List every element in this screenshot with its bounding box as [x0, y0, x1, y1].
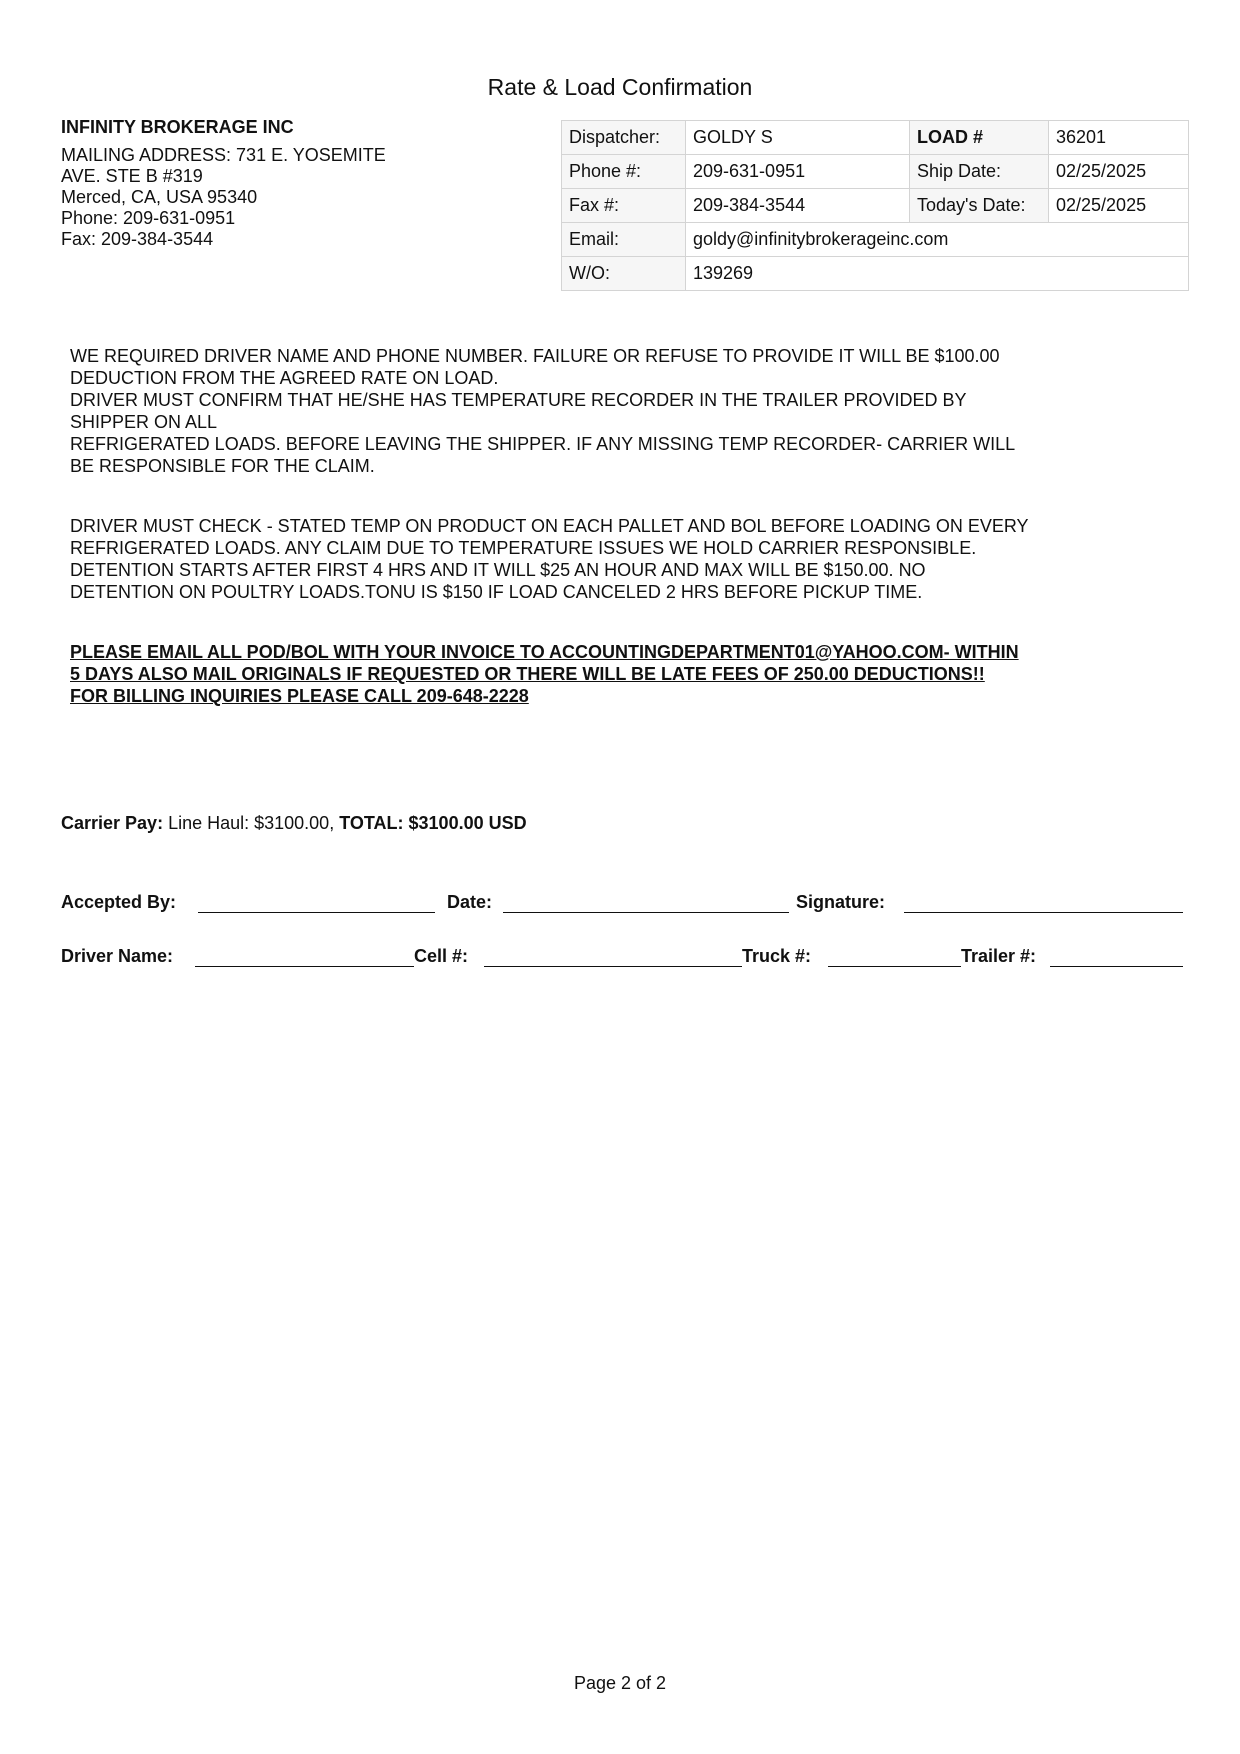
terms-line: SHIPPER ON ALL — [70, 412, 218, 432]
truck-label: Truck #: — [742, 946, 812, 966]
terms-line: DETENTION STARTS AFTER FIRST 4 HRS AND IT WILL $25 AN HOUR AND MAX WILL BE $150.00. NO — [70, 560, 926, 580]
company-address-line2: AVE. STE B #319 — [61, 166, 203, 186]
cell-label: Cell #: — [414, 946, 469, 966]
table-row — [562, 155, 1189, 189]
document-title: Rate & Load Confirmation — [487, 74, 753, 100]
fax-value: 209-384-3544 — [686, 189, 910, 223]
email-label: Email: — [562, 223, 686, 257]
company-city-line: Merced, CA, USA 95340 — [61, 187, 258, 207]
table-row — [562, 223, 1189, 257]
page-number: Page 2 of 2 — [573, 1673, 667, 1693]
fax-label: Fax #: — [562, 189, 686, 223]
billing-instructions — [70, 641, 1185, 707]
driver-name-line[interactable] — [195, 966, 414, 967]
total-amount: TOTAL: $3100.00 USD — [339, 813, 527, 833]
terms-line: BE RESPONSIBLE FOR THE CLAIM. — [70, 456, 375, 476]
driver-row — [61, 946, 1183, 970]
carrier-pay-label: Carrier Pay: — [61, 813, 164, 833]
terms-line: REFRIGERATED LOADS. ANY CLAIM DUE TO TEMPERATURE ISSUES WE HOLD CARRIER RESPONSIBLE. — [70, 538, 977, 558]
terms-paragraph-temperature — [70, 515, 1185, 603]
terms-line: REFRIGERATED LOADS. BEFORE LEAVING THE SHIPPER. IF ANY MISSING TEMP RECORDER- CARRIER WILL — [70, 434, 1016, 454]
wo-label: W/O: — [562, 257, 686, 291]
billing-line: 5 DAYS ALSO MAIL ORIGINALS IF REQUESTED OR THERE WILL BE LATE FEES OF 250.00 DEDUCTIONS!! — [70, 664, 985, 684]
accepted-by-line[interactable] — [198, 912, 435, 913]
company-fax: Fax: 209-384-3544 — [61, 229, 214, 249]
email-value[interactable]: goldy@infinitybrokerageinc.com — [686, 223, 1189, 257]
terms-line: WE REQUIRED DRIVER NAME AND PHONE NUMBER. FAILURE OR REFUSE TO PROVIDE IT WILL BE $100.00 — [70, 346, 1000, 366]
phone-value: 209-631-0951 — [686, 155, 910, 189]
table-row — [562, 189, 1189, 223]
acceptance-row — [61, 892, 1183, 916]
todays-date-value: 02/25/2025 — [1049, 189, 1189, 223]
terms-line: DEDUCTION FROM THE AGREED RATE ON LOAD. — [70, 368, 499, 388]
billing-line: PLEASE EMAIL ALL POD/BOL WITH YOUR INVOICE TO ACCOUNTINGDEPARTMENT01@YAHOO.COM- WITHIN — [70, 642, 1019, 662]
company-name: INFINITY BROKERAGE INC — [61, 117, 294, 137]
trailer-line[interactable] — [1050, 966, 1183, 967]
todays-date-label: Today's Date: — [910, 189, 1049, 223]
phone-label: Phone #: — [562, 155, 686, 189]
ship-date-label: Ship Date: — [910, 155, 1049, 189]
cell-line[interactable] — [484, 966, 742, 967]
carrier-pay — [61, 812, 527, 834]
date-line[interactable] — [503, 912, 789, 913]
load-info-table — [561, 120, 1189, 291]
wo-value: 139269 — [686, 257, 1189, 291]
company-address-line1: MAILING ADDRESS: 731 E. YOSEMITE — [61, 145, 386, 165]
truck-line[interactable] — [828, 966, 961, 967]
billing-line: FOR BILLING INQUIRIES PLEASE CALL 209-648-2228 — [70, 686, 529, 706]
trailer-label: Trailer #: — [961, 946, 1037, 966]
terms-line: DRIVER MUST CONFIRM THAT HE/SHE HAS TEMPERATURE RECORDER IN THE TRAILER PROVIDED BY — [70, 390, 967, 410]
terms-line: DRIVER MUST CHECK - STATED TEMP ON PRODUCT ON EACH PALLET AND BOL BEFORE LOADING ON EVERY — [70, 516, 1029, 536]
company-phone: Phone: 209-631-0951 — [61, 208, 236, 228]
table-row — [562, 257, 1189, 291]
line-haul-amount: Line Haul: $3100.00, — [163, 813, 340, 833]
load-number-value: 36201 — [1049, 121, 1189, 155]
dispatcher-value: GOLDY S — [686, 121, 910, 155]
signature-label: Signature: — [796, 892, 886, 912]
table-row — [562, 121, 1189, 155]
driver-name-label: Driver Name: — [61, 946, 174, 966]
signature-line[interactable] — [904, 912, 1183, 913]
ship-date-value: 02/25/2025 — [1049, 155, 1189, 189]
terms-paragraph-driver-info — [70, 345, 1185, 477]
accepted-by-label: Accepted By: — [61, 892, 177, 912]
company-block — [61, 117, 501, 250]
terms-line: DETENTION ON POULTRY LOADS.TONU IS $150 IF LOAD CANCELED 2 HRS BEFORE PICKUP TIME. — [70, 582, 923, 602]
dispatcher-label: Dispatcher: — [562, 121, 686, 155]
load-number-label: LOAD # — [910, 121, 1049, 155]
date-label: Date: — [447, 892, 493, 912]
